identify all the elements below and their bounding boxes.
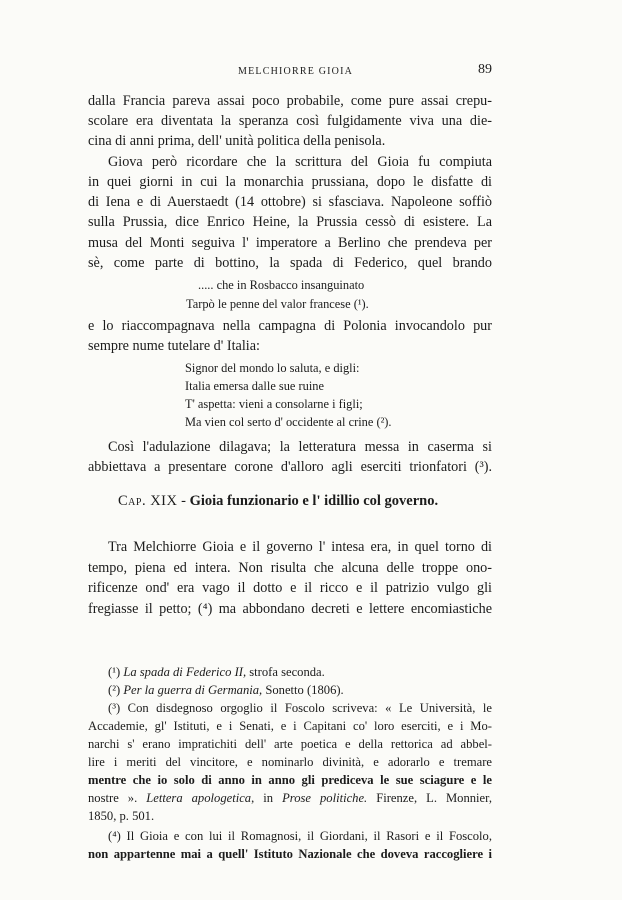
body-line: Così l'adulazione dilagava; la letteratura messa in caserma si (108, 439, 492, 455)
footnote-3-line: (³) Con disdegnoso orgoglio il Foscolo scriveva: « Le Università, le (108, 701, 492, 715)
body-line: e lo riaccompagnava nella campagna di Polonia invocandolo pur (88, 318, 492, 334)
footnote-3-line: narchi s' erano impratichiti dell' arte poetica e della rettorica ad abbel- (88, 737, 492, 751)
body-line: sè, come parte di bottino, la spada di Federico, quel brando (88, 255, 492, 271)
footnote-text: nostre ». (88, 791, 147, 805)
footnote-3-line: 1850, p. 501. (88, 809, 155, 823)
footnote-3-line: Accademie, gl' Istituti, e i Senati, e i Capitani co' loro eserciti, e i Mo- (88, 719, 492, 733)
body-line: sulla Prussia, dice Enrico Heine, la Prussia cessò di esistere. La (88, 214, 492, 230)
verse-line: Signor del mondo lo saluta, e digli: (185, 361, 360, 375)
footnote-title: Per la guerra di Germania, (123, 683, 263, 697)
chapter-heading (118, 493, 438, 510)
verse-line: ..... che in Rosbacco insanguinato (198, 278, 365, 292)
verse-line: Italia emersa dalle sue ruine (185, 379, 324, 393)
chapter-dash: - (177, 493, 190, 509)
running-title: MELCHIORRE GIOIA (238, 66, 354, 77)
body-line: Tra Melchiorre Gioia e il governo l' intesa era, in quel torno di (108, 539, 492, 555)
body-line: Giova però ricordare che la scrittura del Gioia fu compiuta (108, 154, 492, 170)
body-line: rificenze ond' era vago il dotto e il ricco e il patrizio vulgo gli (88, 580, 492, 596)
footnote-text: strofa seconda. (246, 665, 325, 679)
footnote-1 (108, 664, 492, 681)
body-line: musa del Monti seguiva l' imperatore a Berlino che prendeva per (88, 235, 492, 251)
body-line: sempre nume tutelare d' Italia: (88, 338, 260, 354)
body-line: abbiettava a presentare corone d'alloro agli eserciti trionfatori (³). (88, 459, 492, 475)
verse-line: Ma vien col serto d' occidente al crine (²). (185, 415, 392, 429)
footnote-mark: (²) (108, 683, 121, 697)
chapter-title: Gioia funzionario e l' idillio col governo. (189, 493, 439, 509)
body-line: tempo, piena ed intera. Non risulta che alcuna delle troppe ono- (88, 560, 492, 576)
body-line: scolare era diventata la speranza così fulgidamente viva una die- (88, 113, 492, 129)
footnote-title: Lettera apologetica (146, 791, 252, 805)
body-line: in quei giorni in cui la monarchia prussiana, dopo le disfatte di (88, 174, 492, 190)
body-line: fregiasse il petto; (⁴) ma abbondano decreti e lettere encomiastiche (88, 601, 492, 617)
verse-line: Tarpò le penne del valor francese (¹). (186, 297, 369, 311)
body-line: di Iena e di Auerstaedt (14 ottobre) si sfasciava. Napoleone soffiò (88, 194, 492, 210)
chapter-label: Cap. XIX (118, 493, 178, 509)
footnote-title: La spada di Federico II, (123, 665, 247, 679)
footnote-title: Prose politiche. (282, 791, 368, 805)
running-header (88, 62, 492, 80)
page-number: 89 (478, 62, 492, 77)
footnote-4-line: (⁴) Il Gioia e con lui il Romagnosi, il Giordani, il Rasori e il Foscolo, (108, 829, 492, 843)
footnote-3-line (88, 790, 492, 807)
footnote-4-line: non appartenne mai a quell' Istituto Nazionale che doveva raccogliere i (88, 847, 492, 861)
body-line: cina di anni prima, dell' unità politica della penisola. (88, 133, 386, 149)
footnote-text: Firenze, L. Monnier, (367, 791, 492, 805)
footnote-text: Sonetto (1806). (262, 683, 344, 697)
verse-line: T' aspetta: vieni a consolarne i figli; (185, 397, 363, 411)
footnote-mark: (¹) (108, 665, 121, 679)
body-line: dalla Francia pareva assai poco probabile, come pure assai crepu- (88, 93, 492, 109)
footnote-2 (108, 682, 492, 699)
footnote-text: , in (251, 791, 283, 805)
footnote-3-line: lire i meriti del vincitore, e nominarlo divinità, e adorarlo e tremare (88, 755, 492, 769)
footnote-3-line: mentre che io solo di anno in anno gli prediceva le sue sciagure e le (88, 773, 492, 787)
